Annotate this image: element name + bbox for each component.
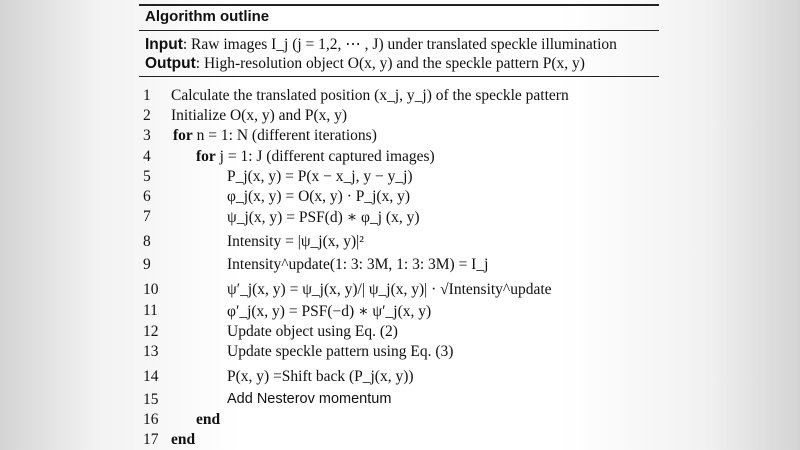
step-text: n = 1: N (different iterations)	[192, 127, 377, 144]
input-label: Input	[145, 36, 183, 53]
input-text: : Raw images I_j (j = 1,2, ⋯ , J) under translated speckle illumination	[182, 36, 617, 53]
header-rule	[139, 30, 659, 31]
step-number: 7	[143, 208, 151, 225]
output-text: : High-resolution object O(x, y) and the speckle pattern P(x, y)	[195, 55, 585, 72]
step-text: φ′_j(x, y) = PSF(−d) ∗ ψ′_j(x, y)	[227, 303, 432, 320]
step-number: 12	[143, 323, 159, 340]
step-text: ψ′_j(x, y) = ψ_j(x, y)/| ψ_j(x, y)| · √Intensity^update	[227, 281, 552, 298]
step-number: 10	[143, 281, 159, 298]
algorithm-title: Algorithm outline	[145, 8, 270, 25]
step-text: Update object using Eq. (2)	[227, 323, 398, 340]
step-number: 4	[143, 148, 151, 165]
keyword-for: for	[196, 148, 216, 165]
io-rule	[139, 76, 659, 77]
step-number: 9	[143, 256, 151, 273]
step-text: P(x, y) =Shift back (P_j(x, y))	[227, 368, 414, 385]
step-number: 14	[143, 368, 159, 385]
step-number: 2	[143, 107, 151, 124]
step-number: 13	[143, 343, 159, 360]
step-text: Calculate the translated position (x_j, y_j) of the speckle pattern	[171, 87, 569, 104]
keyword-end: end	[171, 431, 196, 448]
step-number: 1	[143, 87, 151, 104]
step-number: 11	[143, 302, 158, 319]
step-text: P_j(x, y) = P(x − x_j, y − y_j)	[227, 168, 413, 185]
algorithm-box	[139, 0, 659, 450]
step-number: 3	[143, 127, 151, 144]
keyword-for: for	[173, 127, 193, 144]
step-number: 8	[143, 233, 151, 250]
step-text: Update speckle pattern using Eq. (3)	[227, 343, 454, 360]
step-number: 16	[143, 411, 159, 428]
step-text: j = 1: J (different captured images)	[215, 148, 435, 165]
top-rule	[139, 4, 659, 6]
step-text: ψ_j(x, y) = PSF(d) ∗ φ_j (x, y)	[227, 209, 420, 226]
step-text: Initialize O(x, y) and P(x, y)	[171, 107, 348, 124]
step-text: Add Nesterov momentum	[227, 391, 392, 407]
step-number: 15	[143, 391, 159, 408]
step-number: 6	[143, 188, 151, 205]
step-text: Intensity = |ψ_j(x, y)|²	[227, 233, 364, 250]
step-number: 17	[143, 431, 159, 448]
step-text: Intensity^update(1: 3: 3M, 1: 3: 3M) = I_j	[227, 256, 489, 273]
keyword-end: end	[196, 411, 221, 428]
output-line	[145, 55, 585, 73]
input-line	[145, 35, 617, 54]
step-text: φ_j(x, y) = O(x, y) · P_j(x, y)	[227, 188, 410, 205]
step-number: 5	[143, 168, 151, 185]
output-label: Output	[145, 55, 196, 72]
